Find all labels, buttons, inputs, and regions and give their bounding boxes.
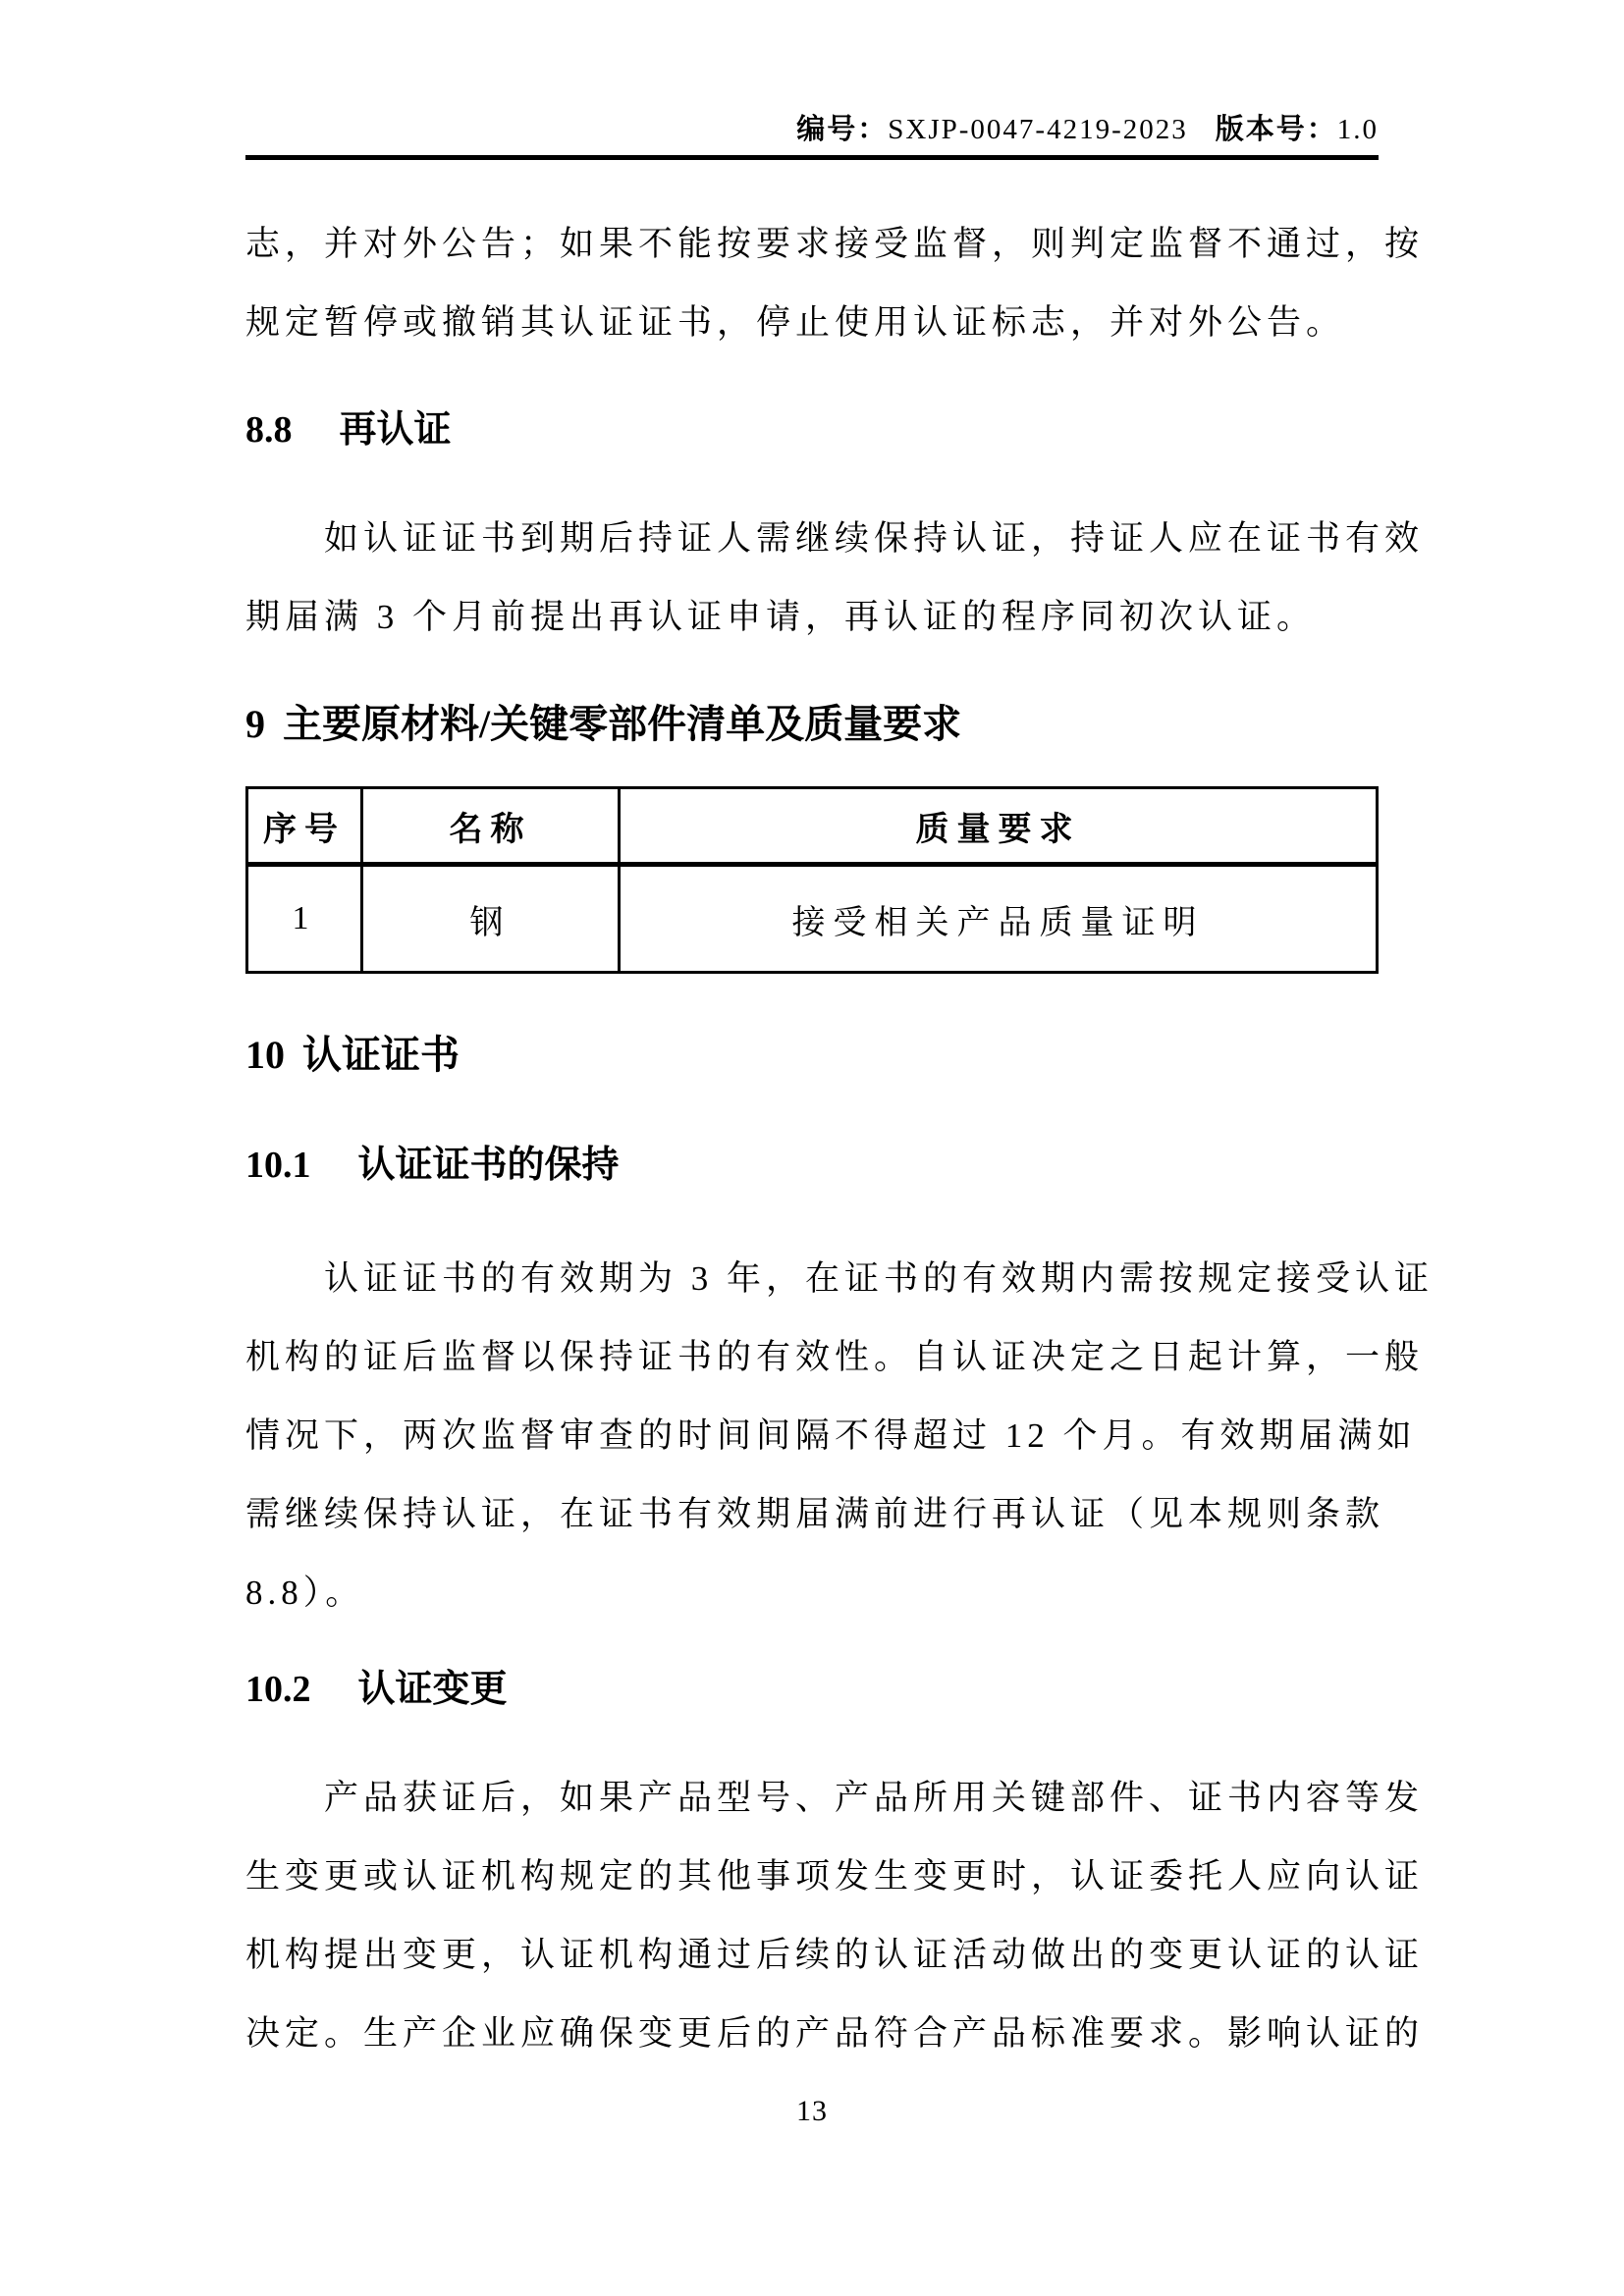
heading-title: 主要原材料/关键零部件清单及质量要求	[283, 702, 962, 746]
cell-name: 钢	[362, 865, 620, 973]
header-rule	[245, 155, 1379, 160]
text-line: 情况下，两次监督审查的时间间隔不得超过 12 个月。有效期届满如	[245, 1416, 1417, 1455]
doc-number-value: SXJP-0047-4219-2023	[888, 114, 1188, 145]
page-number: 13	[796, 2095, 828, 2127]
section-heading-10-1	[245, 1135, 1379, 1196]
text-line: 生变更或认证机构规定的其他事项发生变更时，认证委托人应向认证	[245, 1857, 1425, 1896]
text-line: 志，并对外公告；如果不能按要求接受监督，则判定监督不通过，按	[245, 225, 1425, 263]
heading-title: 认证证书的保持	[357, 1145, 620, 1186]
table-row	[247, 865, 1378, 973]
table-header-index: 序号	[247, 788, 362, 865]
text-line: 需继续保持认证，在证书有效期届满前进行再认证（见本规则条款	[245, 1495, 1385, 1533]
heading-number: 8.8	[245, 409, 293, 451]
cell-quality: 接受相关产品质量证明	[620, 865, 1378, 973]
heading-number: 10.1	[245, 1145, 311, 1186]
heading-number: 10.2	[245, 1669, 311, 1710]
section-heading-8-8	[245, 400, 1379, 460]
document-header	[245, 0, 1379, 149]
paragraph-certification-change	[245, 1759, 1425, 2073]
text-line: 规定暂停或撤销其认证证书，停止使用认证标志，并对外公告。	[245, 303, 1346, 342]
heading-title: 再认证	[339, 409, 452, 451]
section-heading-9	[245, 694, 1379, 755]
text-line: 产品获证后，如果产品型号、产品所用关键部件、证书内容等发	[324, 1779, 1425, 1817]
version-value: 1.0	[1336, 114, 1379, 145]
text-line: 8.8）。	[245, 1574, 365, 1612]
text-line: 机构提出变更，认证机构通过后续的认证活动做出的变更认证的认证	[245, 1936, 1425, 1974]
heading-title: 认证证书	[302, 1033, 460, 1077]
text-line: 决定。生产企业应确保变更后的产品符合产品标准要求。影响认证的	[245, 2014, 1425, 2053]
text-line: 机构的证后监督以保持证书的有效性。自认证决定之日起计算，一般	[245, 1338, 1425, 1376]
table-header-quality: 质量要求	[620, 788, 1378, 865]
paragraph-recertification	[245, 500, 1425, 657]
table-header-name: 名称	[362, 788, 620, 865]
cell-index: 1	[247, 865, 362, 973]
text-line: 期届满 3 个月前提出再认证申请，再认证的程序同初次认证。	[245, 598, 1317, 636]
heading-title: 认证变更	[357, 1669, 508, 1710]
text-line: 如认证证书到期后持证人需继续保持认证，持证人应在证书有效	[324, 519, 1425, 558]
materials-table	[245, 786, 1379, 974]
text-line: 认证证书的有效期为 3 年，在证书的有效期内需按规定接受认证	[324, 1259, 1435, 1298]
version-label: 版本号：	[1215, 114, 1337, 145]
paragraph-continued	[245, 205, 1425, 362]
section-heading-10	[245, 1025, 1379, 1086]
paragraph-certificate-keeping	[245, 1240, 1435, 1632]
heading-number: 9	[245, 702, 265, 746]
section-heading-10-2	[245, 1659, 1379, 1720]
heading-number: 10	[245, 1033, 285, 1077]
table-header-row	[247, 788, 1378, 865]
doc-number-label: 编号：	[796, 114, 889, 145]
